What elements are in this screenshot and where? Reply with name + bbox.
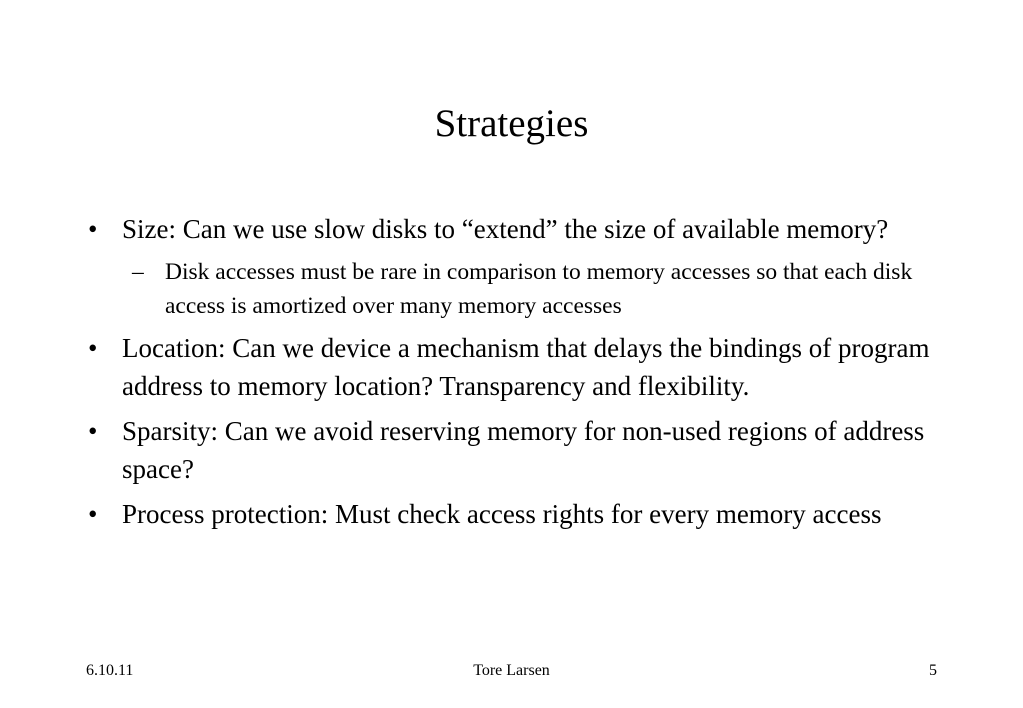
bullet-marker: • (88, 214, 98, 244)
bullet-marker: • (88, 415, 98, 446)
bullet-text: Size: Can we use slow disks to “extend” the size of available memory? (122, 214, 889, 244)
footer-author: Tore Larsen (473, 662, 550, 679)
sub-bullet-marker: – (132, 258, 144, 285)
sub-bullet-text: Disk accesses must be rare in comparison to memory accesses so that each disk access is amortized over many memory accesses (165, 258, 913, 319)
footer-date: 6.10.11 (86, 662, 134, 679)
bullet-text: Sparsity: Can we avoid reserving memory for non-used regions of address space? (122, 415, 925, 484)
sub-bullet-item-disk-accesses (88, 255, 938, 324)
bullet-text: Location: Can we device a mechanism that delays the bindings of program address to memory location? Transparency and flexibility. (122, 332, 930, 401)
footer-page-number: 5 (929, 662, 937, 679)
bullet-item-sparsity (88, 412, 938, 489)
bullet-item-location (88, 329, 938, 406)
slide-title: Strategies (434, 102, 589, 145)
bullet-item-size (88, 210, 938, 249)
bullet-item-process-protection (88, 495, 938, 534)
bullet-text: Process protection: Must check access rights for every memory access (122, 498, 882, 529)
bullet-marker: • (88, 332, 98, 363)
bullet-marker: • (88, 498, 98, 529)
slide-body (88, 210, 938, 539)
